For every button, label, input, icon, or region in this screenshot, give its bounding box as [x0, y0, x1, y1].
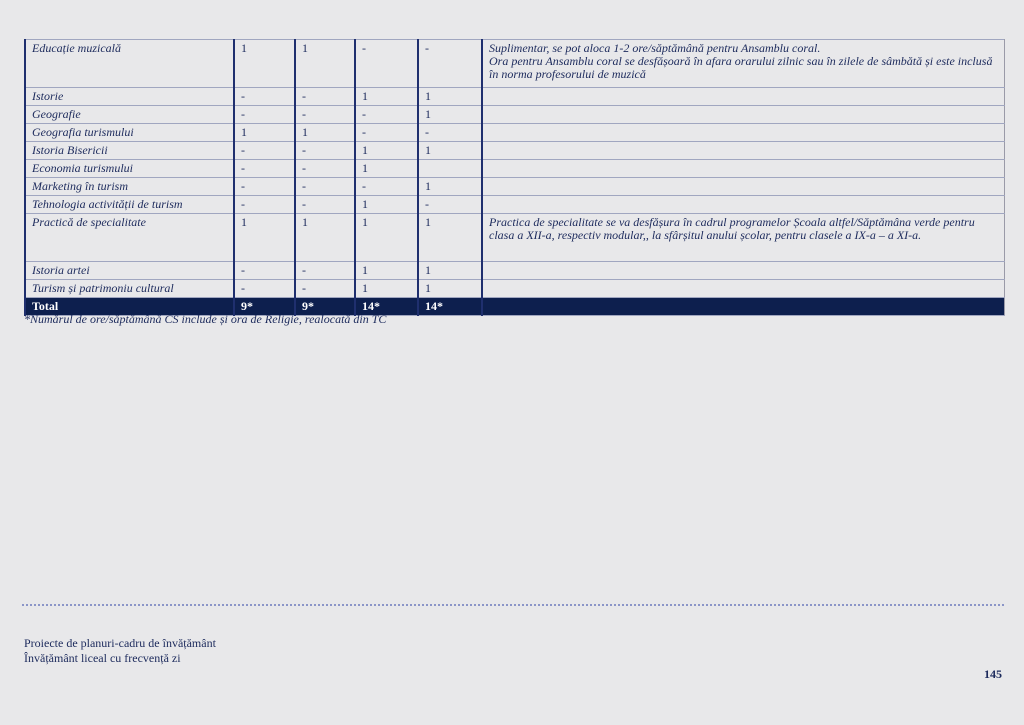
hours-cell: - [418, 196, 482, 214]
hours-cell: 1 [355, 262, 418, 280]
page-number: 145 [984, 667, 1002, 681]
subject-cell: Educație muzicală [25, 40, 234, 88]
subject-cell: Marketing în turism [25, 178, 234, 196]
footer-subtitle: Învățământ liceal cu frecvență zi [24, 651, 181, 665]
hours-cell: - [234, 196, 295, 214]
subject-cell: Tehnologia activității de turism [25, 196, 234, 214]
hours-cell: - [355, 40, 418, 88]
notes-cell [482, 196, 1004, 214]
hours-cell: - [234, 106, 295, 124]
hours-cell: 1 [295, 214, 355, 262]
notes-cell [482, 124, 1004, 142]
notes-cell [482, 88, 1004, 106]
total-hours-cell: 14* [418, 298, 482, 316]
table-body [25, 40, 1004, 316]
hours-cell: 1 [295, 124, 355, 142]
hours-cell: - [234, 280, 295, 298]
hours-cell: 1 [418, 280, 482, 298]
hours-cell: 1 [355, 142, 418, 160]
note-text: Suplimentar, se pot aloca 1-2 ore/săptămână pentru Ansamblu coral. [489, 41, 821, 55]
hours-cell: - [295, 160, 355, 178]
total-hours-cell: 9* [234, 298, 295, 316]
hours-cell: 1 [234, 124, 295, 142]
subject-cell: Istoria artei [25, 262, 234, 280]
hours-cell: - [234, 178, 295, 196]
notes-cell [482, 214, 1004, 262]
hours-cell: - [295, 142, 355, 160]
hours-cell: 1 [355, 160, 418, 178]
table-row [25, 178, 1004, 196]
subject-cell: Economia turismului [25, 160, 234, 178]
hours-cell: - [295, 106, 355, 124]
hours-cell: 1 [355, 280, 418, 298]
hours-cell: - [234, 88, 295, 106]
hours-cell: 1 [418, 88, 482, 106]
notes-cell [482, 160, 1004, 178]
hours-cell: 1 [295, 40, 355, 88]
hours-cell: - [418, 124, 482, 142]
hours-cell: 1 [355, 214, 418, 262]
notes-cell [482, 262, 1004, 280]
hours-cell: - [355, 106, 418, 124]
hours-cell: 1 [234, 214, 295, 262]
hours-cell: - [295, 88, 355, 106]
footnote: *Numărul de ore/săptămână CS include și ora de Religie, realocată din TC [24, 312, 387, 326]
hours-cell: 1 [418, 214, 482, 262]
footer-divider [22, 604, 1004, 606]
table-row [25, 214, 1004, 262]
total-hours-cell: 14* [355, 298, 418, 316]
notes-cell [482, 40, 1004, 88]
table-row [25, 142, 1004, 160]
note-text: Practica de specialitate se va desfășura în cadrul programelor Școala altfel/Săptămâna verde pentru clasa a XII-a, respectiv modular,, la sfârșitul anului școlar, pentru clasele a IX-a – a XI-a. [489, 215, 975, 242]
hours-cell: - [295, 178, 355, 196]
hours-cell: - [295, 196, 355, 214]
hours-cell: 1 [418, 262, 482, 280]
total-notes-cell [482, 298, 1004, 316]
subject-cell: Practică de specialitate [25, 214, 234, 262]
hours-cell: - [355, 178, 418, 196]
hours-cell: - [234, 142, 295, 160]
table-row [25, 106, 1004, 124]
notes-cell [482, 106, 1004, 124]
subject-cell: Geografie [25, 106, 234, 124]
subject-cell: Turism și patrimoniu cultural [25, 280, 234, 298]
hours-cell: 1 [355, 196, 418, 214]
hours-cell: - [234, 160, 295, 178]
hours-cell: 1 [418, 142, 482, 160]
hours-cell: - [295, 280, 355, 298]
table-row [25, 160, 1004, 178]
footer-title: Proiecte de planuri-cadru de învățământ [24, 636, 216, 650]
hours-cell: - [355, 124, 418, 142]
curriculum-table [24, 39, 1005, 316]
hours-cell: - [295, 262, 355, 280]
hours-cell: 1 [418, 178, 482, 196]
total-label: Total [25, 298, 234, 316]
note-text: Ora pentru Ansamblu coral se desfășoară în afara orarului zilnic sau în zilele de sâmbătă și este inclusă în norma profesorului de muzică [489, 54, 993, 81]
subject-cell: Istorie [25, 88, 234, 106]
table-row [25, 88, 1004, 106]
notes-cell [482, 142, 1004, 160]
table-row [25, 196, 1004, 214]
hours-cell [418, 160, 482, 178]
notes-cell [482, 178, 1004, 196]
subject-cell: Istoria Bisericii [25, 142, 234, 160]
table-row [25, 124, 1004, 142]
hours-cell: - [234, 262, 295, 280]
hours-cell: 1 [355, 88, 418, 106]
total-hours-cell: 9* [295, 298, 355, 316]
hours-cell: 1 [418, 106, 482, 124]
table-row [25, 40, 1004, 88]
hours-cell: 1 [234, 40, 295, 88]
subject-cell: Geografia turismului [25, 124, 234, 142]
table-row [25, 280, 1004, 298]
hours-cell: - [418, 40, 482, 88]
notes-cell [482, 280, 1004, 298]
table-row [25, 262, 1004, 280]
